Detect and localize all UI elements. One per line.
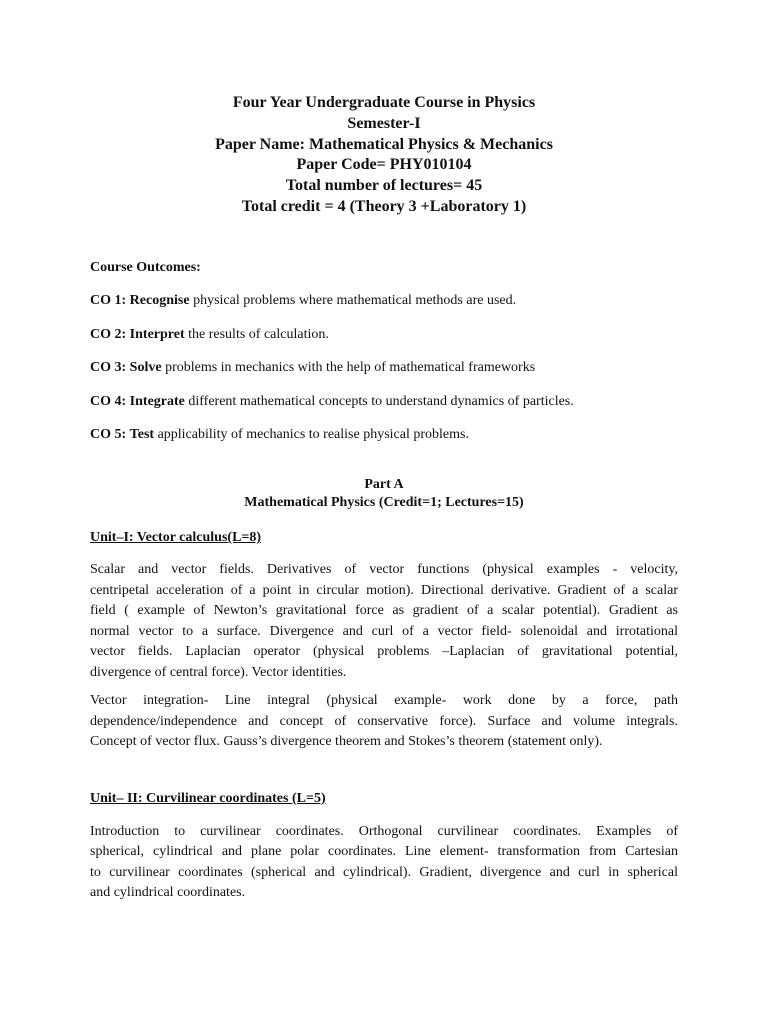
- paragraph-line: normal vector to a surface. Divergence and curl of a vector field- solenoidal and irrotational: [90, 623, 678, 639]
- paragraph-line: Scalar and vector fields. Derivatives of vector functions (physical examples - velocity,: [90, 562, 678, 578]
- course-outcome-1: [90, 292, 678, 310]
- co-text: problems in mechanics with the help of mathematical frameworks: [165, 360, 536, 376]
- unit-1-heading: Unit–I: Vector calculus(L=8): [90, 530, 262, 546]
- part-a-subtitle: Mathematical Physics (Credit=1; Lectures=15): [244, 495, 524, 511]
- paragraph-line: Introduction to curvilinear coordinates. Orthogonal curvilinear coordinates. Examples of: [90, 823, 678, 839]
- paragraph-line: to curvilinear coordinates (spherical and cylindrical). Gradient, divergence and curl in spherical: [90, 864, 678, 880]
- unit-1-paragraph-2: [90, 691, 678, 753]
- part-a-title: Part A: [364, 477, 404, 493]
- paragraph-line: Vector integration- Line integral (physical example- work done by a force, path: [90, 693, 678, 709]
- co-verb: Integrate: [129, 393, 185, 409]
- document-header: [90, 93, 678, 218]
- paragraph-line: Concept of vector flux. Gauss’s divergence theorem and Stokes’s theorem (statement only).: [90, 734, 603, 750]
- co-label: CO 2:: [90, 326, 127, 342]
- paragraph-line: field ( example of Newton’s gravitational force as gradient of a scalar potential). Gradient as: [90, 603, 678, 619]
- co-text: applicability of mechanics to realise physical problems.: [157, 427, 469, 443]
- course-outcomes-heading: Course Outcomes:: [90, 259, 201, 275]
- co-verb: Interpret: [129, 326, 185, 342]
- total-credit: Total credit = 4 (Theory 3 +Laboratory 1): [241, 197, 527, 215]
- paragraph-line: and cylindrical coordinates.: [90, 885, 246, 901]
- total-lectures: Total number of lectures= 45: [285, 177, 483, 195]
- paragraph-line: vector fields. Laplacian operator (physical problems –Laplacian of gravitational potential,: [90, 644, 678, 660]
- co-verb: Test: [129, 427, 155, 443]
- co-label: CO 3:: [90, 360, 127, 376]
- co-text: different mathematical concepts to understand dynamics of particles.: [188, 393, 574, 409]
- co-label: CO 1:: [90, 293, 127, 309]
- unit-2-paragraph: [90, 822, 678, 904]
- co-verb: Solve: [129, 360, 162, 376]
- paragraph-line: dependence/independence and concept of conservative force). Surface and volume integrals.: [90, 713, 678, 729]
- semester: Semester-I: [347, 114, 421, 132]
- part-a-heading: [90, 476, 678, 512]
- paragraph-line: divergence of central force). Vector identities.: [90, 664, 347, 680]
- course-outcome-3: [90, 359, 678, 377]
- co-verb: Recognise: [129, 293, 190, 309]
- co-label: CO 5:: [90, 427, 127, 443]
- course-outcome-2: [90, 326, 678, 344]
- co-text: the results of calculation.: [188, 326, 329, 342]
- paper-name: Paper Name: Mathematical Physics & Mechanics: [215, 135, 553, 153]
- course-outcome-5: [90, 426, 678, 444]
- paragraph-line: spherical, cylindrical and plane polar coordinates. Line element- transformation from Cartesian: [90, 844, 678, 860]
- co-label: CO 4:: [90, 393, 127, 409]
- paper-code: Paper Code= PHY010104: [296, 156, 472, 174]
- course-title: Four Year Undergraduate Course in Physics: [232, 94, 536, 111]
- unit-1-paragraph-1: [90, 560, 678, 683]
- co-text: physical problems where mathematical methods are used.: [193, 293, 517, 309]
- unit-2-heading: Unit– II: Curvilinear coordinates (L=5): [90, 790, 326, 806]
- document-page: [90, 93, 678, 904]
- paragraph-line: centripetal acceleration of a point in circular motion). Directional derivative. Gradient of a scalar: [90, 582, 678, 598]
- course-outcome-4: [90, 393, 678, 411]
